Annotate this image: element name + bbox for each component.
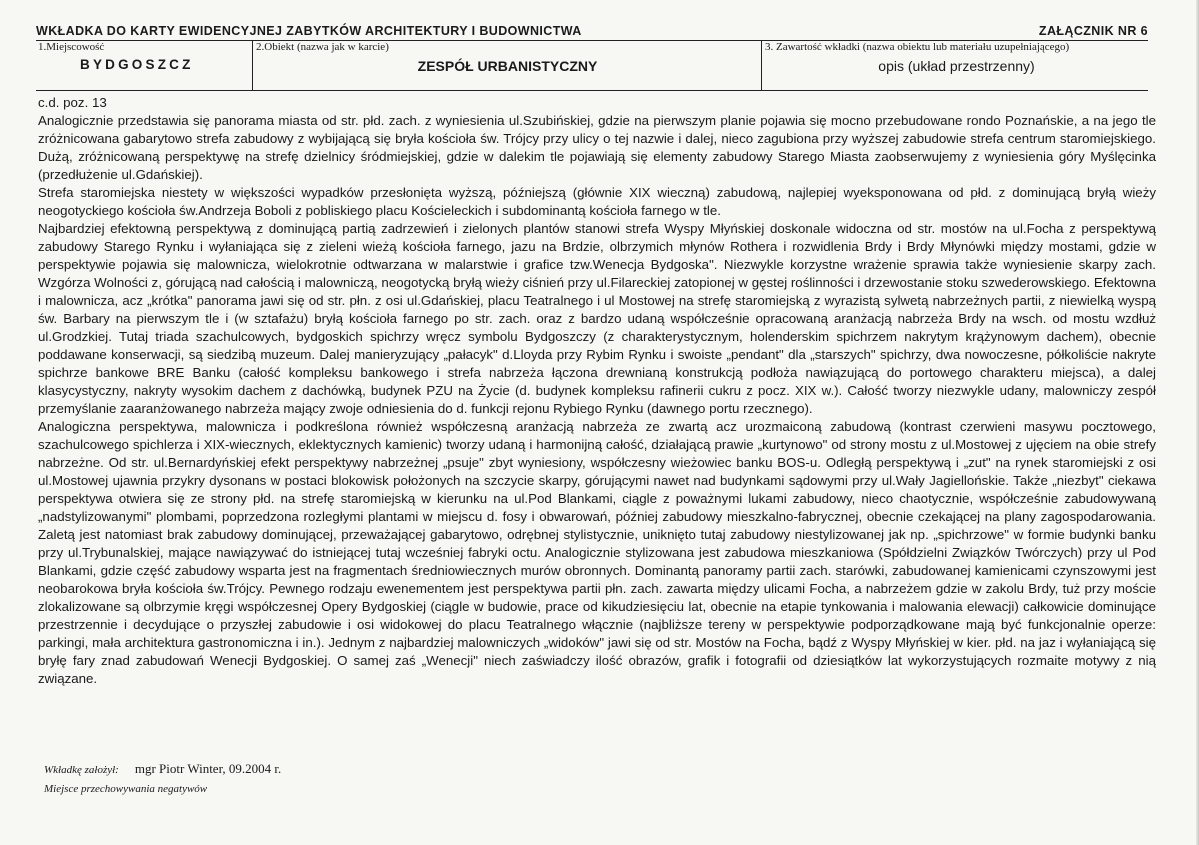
paragraph: Analogiczna perspektywa, malownicza i podkreślona również współczesną aranżacją nabrzeża ze zwartą acz urozmaiconą zabudową (kontrast czerwieni masywu pocztowego, szachulcowego spichlerza i XIX-wiecznych, eklektycznych kamienic) tworzy udaną i harmonijną całość, działającą prawie „kurtynowo" od strony mostu z ul.Mostowej z ujęciem na obie strefy nabrzeżne. Od str. ul.Bernardyńskiej efekt perspektywy nabrzeżnej „psuje" zbyt wyniesiony, współczesny wieżowiec banku BOS-u. Odległą perspektywą i „zut" na rynek staromiejski z osi ul.Mostowej ujawnia przykry dysonans w postaci blokowisk położonych na szczycie skarpy, górującymi nawet nad budynkami sądowymi przy ul.Wały Jagiellońskie. Także „niezbyt" ciekawa perspektywa otwiera się ze strony płd. na strefę staromiejską w kierunku na ul.Pod Blankami, ciągle z poważnymi lukami zabudowy, nieco chaotycznie, współcześnie zabudowywaną „nadstylizowanymi" plombami, poprzedzona rozległymi plantami w miejscu d. fosy i obwarowań, później zabudowy mieszkalno-fabrycznej, obecnie czekającej na plany zagospodarowania. Zaletą jest natomiast brak zabudowy dominującej, przeważającej gabarytowo, odrębnej stylistycznie, unikniętо tutaj zabudowy niestylizowanej jak np. „spichrzowe" w formie budynki banku przy ul.Trybunalskiej, mające nawiązywać do istniejącej tutaj wcześniej fabryki octu. Analogicznie stylizowana jest zabudowa mieszkaniowa (Spółdzielni Związków Twórczych) przy ul Pod Blankami, gdzie część zabudowy wsparta jest na fragmentach średniowiecznych murów obronnych. Dominantą panoramy partii zach. starówki, zabudowanej kamienicami czynszowymi jest neobarokowa bryła kościoła św.Trójcy. Pewnego rodzaju ewenementem jest perspektywa partii płn. zach. zawarta między ulicami Focha, a nabrzeżem gdzie w zakolu Brdy, tuż przy moście zlokalizowane są olbrzymie kręgi współczesnej Opery Bydgoskiej (ciągle w budowie, prace od kikudziesięciu lat, obecnie na etapie tynkowania i malowania elewacji) całkowicie dominujące przestrzennie i decydujące o przyszłej zabudowie i osi widokowej do placu Teatralnego włącznie (najbliższe tereny w perspektywie podporządkowane mają być funkcjonalnie operze: parkingi, mała architektura gastronomiczna i in.). Jednym z najbardziej malowniczych „widoków" jawi się od str. Mostów na Focha, bądź z Wyspy Młyńskiej w kier. płd. na jaz i wyłaniającą się bryłę fary znad zabudowań Wenecji Bydgoskiej. O samej zaś „Wenecji" niech zaświadczy ilość obrazów, grafik i fotografii od dziesiątków lat wykorzystujących rozmaite motywy z nią związane. xyxy=(38,419,1156,686)
description-body xyxy=(38,94,1156,688)
content-field xyxy=(765,40,1148,90)
continuation-note: c.d. poz. 13 xyxy=(38,95,107,110)
locality-value: BYDGOSZCZ xyxy=(80,57,194,72)
storage-row xyxy=(44,779,281,798)
locality-label: 1.Miejscowość xyxy=(38,41,105,53)
object-field xyxy=(256,40,759,90)
paragraph: Najbardziej efektowną perspektywą z dominującą partią zadrzewień i zielonych plantów stanowi strefa Wyspy Młyńskiej doskonale widoczna od str. mostów na ul.Focha z perspektywą zabudowy Starego Rynku i wyłaniająca się z zieleni wieżą kościoła farnego, jazu na Brdzie, olbrzymich młynów Rothera i rozwidlenia Brdy i Brdy Młynówki między mostami, gdzie w perspektywie pojawia się malownicza, wielokrotnie odtwarzana w malarstwie i grafice tzw.Wenecja Bydgoska". Niezwykle korzystne wrażenie sprawia także wyniesienie skarpy zach. Wzgórza Wolności z, górującą nad całością i malowniczą, neogotycką bryłą wieży ciśnień przy ul.Filareckiej zatopionej w gęstej roślinności i drzewostanie stoku szwederowskiego. Efektowna i malownicza, acz „krótka" panorama jawi się od str. płn. z osi ul.Gdańskiej, placu Teatralnego i ul Mostowej na strefę staromiejską z wyrazistą sylwetą nabrzeżnych partii, z niewielką wyspą św. Barbary na pierwszym tle i (w sztafażu) bryłą kościoła farnego po str. zach. oraz z bardzo udaną współcześnie opracowaną aranżacją nabrzeża Brdy na wsch. od mostu wzdłuż ul.Grodzkiej. Tutaj triada szachulcowych, bydgoskich spichrzy wręcz symbolu Bydgoszczy (z charakterystycznym, holenderskim spichrzem nakrytym krążynowym dachem), obecnie poddawane konserwacji, są siedzibą muzeum. Dalej manieryzujący „pałacyk" d.Lloyda przy Rybim Rynku i swoiste „pendant" dla „starszych" spichrzy, dwa nowoczesne, półkoliście nakryte spichrze bankowe BRE Banku (całość kompleksu bankowego i strefa nabrzeża łączona drewnianą konstrukcją podłoża nawiązującą do portowego charakteru miejsca), a dalej klasycystyczny, nakryty wysokim dachem z dachówką, budynek PZU na Życie (d. budynek kompleksu rafinerii cukru z pocz. XIX w.). Całość tworzy niezwykle udany, malowniczy zespół przemyślanie zaaranżowanego nabrzeża mający zwoje odniesienia do d. funkcji rejonu Rybiego Rynku (dawnego portu rzecznego). xyxy=(38,221,1156,416)
paragraph: Analogicznie przedstawia się panorama miasta od str. płd. zach. z wyniesienia ul.Szubińskiej, gdzie na pierwszym planie pojawia się mocno przebudowane rondo Poznańskie, a na jego tle zróżnicowana gabarytowo strefa zabudowy z wybijającą się bryła kościoła św. Trójcy przy ulicy o tej nazwie i dalej, nieco zagubiona przy wyższej zabudowie strefa centrum staromiejskiego. Dużą, zróżnicowaną perspektywę na strefę dzielnicy śródmiejskiej, gdzie w dalekim tle pojawiają się elementy zabudowy Starego Miasta zaobserwujemy z wyniesienia góry Myślęcinka (przedłużenie ul.Gdańskiej). xyxy=(38,113,1156,182)
author-value: mgr Piotr Winter, 09.2004 r. xyxy=(134,761,282,776)
content-value: opis (układ przestrzenny) xyxy=(878,58,1035,74)
annex-number: ZAŁĄCZNIK NR 6 xyxy=(1038,24,1148,38)
column-divider xyxy=(761,40,762,90)
document-title: WKŁADKA DO KARTY EWIDENCYJNEJ ZABYTKÓW ARCHITEKTURY I BUDOWNICTWA xyxy=(36,24,582,38)
footer xyxy=(44,760,281,798)
object-label: 2.Obiekt (nazwa jak w karcie) xyxy=(256,41,389,53)
content-label: 3. Zawartość wkładki (nazwa obiektu lub materiału uzupełniającego) xyxy=(765,41,1070,53)
header xyxy=(36,24,1148,38)
column-divider xyxy=(252,40,253,90)
storage-label: Miejsce przechowywania negatywów xyxy=(44,783,208,795)
locality-field xyxy=(38,40,250,90)
paragraph: Strefa staromiejska niestety w większości wypadków przesłonięta wyższą, późniejszą (głównie XIX wieczną) zabudową, najlepiej wyeksponowana od płd. z dominującą bryłą wieży neogotyckiego kościoła św.Andrzeja Boboli z pobliskiego placu Kościeleckich i subdominantą kościoła farnego w tle. xyxy=(38,185,1156,218)
header-bottom-rule xyxy=(36,90,1148,91)
object-value: ZESPÓŁ URBANISTYCZNY xyxy=(417,58,598,74)
author-row xyxy=(44,760,281,779)
author-label: Wkładkę założył: xyxy=(44,764,119,776)
